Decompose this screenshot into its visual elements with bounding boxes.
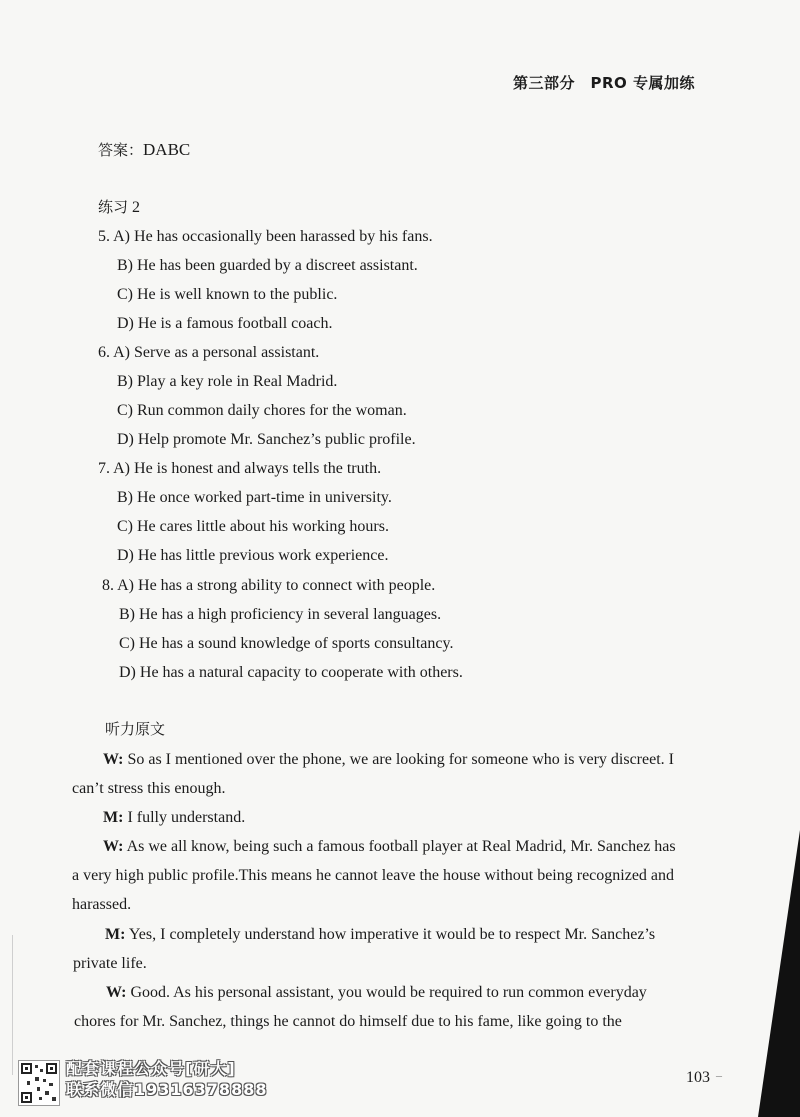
practice-heading — [98, 196, 140, 217]
question-7-option-a — [98, 459, 381, 479]
question-number: 7. — [98, 460, 110, 477]
question-7-option-b: B) He once worked part-time in university. — [117, 489, 392, 506]
transcript-text: Good. As his personal assistant, you would be required to run common everyday — [130, 984, 647, 1001]
question-6-option-b: B) Play a key role in Real Madrid. — [117, 373, 338, 390]
qr-code-icon — [18, 1060, 60, 1106]
option-text: A) He is honest and always tells the truth. — [113, 460, 382, 477]
transcript-text: Yes, I completely understand how imperative it would be to respect Mr. Sanchez’s — [128, 926, 656, 943]
option-text: A) He has occasionally been harassed by his fans. — [113, 228, 433, 245]
question-5-option-b: B) He has been guarded by a discreet assistant. — [117, 257, 418, 274]
option-text: A) Serve as a personal assistant. — [113, 344, 320, 361]
transcript-line: a very high public profile.This means he cannot leave the house without being recognized and — [72, 867, 675, 884]
speaker-label: M: — [103, 809, 124, 826]
watermark-line: 配套课程公众号[研大] — [66, 1059, 236, 1078]
question-6-option-d: D) Help promote Mr. Sanchez’s public profile. — [117, 431, 416, 448]
page-number-dash: – — [716, 1068, 722, 1082]
answer-value: DABC — [143, 140, 191, 159]
transcript-line — [105, 925, 655, 945]
speaker-label: W: — [103, 838, 124, 855]
transcript-line — [106, 983, 647, 1003]
question-number: 5. — [98, 228, 110, 245]
question-8-option-d: D) He has a natural capacity to cooperate with others. — [119, 664, 463, 681]
transcript-text: I fully understand. — [127, 809, 246, 826]
watermark — [66, 1058, 267, 1100]
section-header: 第三部分 PRO 专属加练 — [513, 74, 696, 92]
question-5-option-a — [98, 227, 433, 247]
watermark-line: 联系微信19316378888 — [66, 1080, 268, 1099]
speaker-label: W: — [103, 751, 124, 768]
question-5-option-c: C) He is well known to the public. — [117, 286, 338, 303]
question-6-option-a — [98, 343, 319, 363]
question-7-option-d: D) He has little previous work experience. — [117, 547, 389, 564]
transcript-heading: 听力原文 — [105, 720, 166, 738]
option-text: A) He has a strong ability to connect with people. — [117, 577, 436, 594]
transcript-text: So as I mentioned over the phone, we are looking for someone who is very discreet. I — [127, 751, 674, 768]
transcript-line: private life. — [73, 955, 147, 972]
scan-edge-line — [12, 935, 13, 1075]
answer-label: 答案： — [98, 141, 144, 159]
transcript-line — [103, 808, 245, 828]
transcript-text: As we all know, being such a famous football player at Real Madrid, Mr. Sanchez has — [126, 838, 676, 855]
question-number: 8. — [102, 577, 114, 594]
question-7-option-c: C) He cares little about his working hours. — [117, 518, 389, 535]
answer-line — [98, 139, 190, 160]
speaker-label: W: — [106, 984, 127, 1001]
question-8-option-c: C) He has a sound knowledge of sports consultancy. — [119, 635, 454, 652]
transcript-line — [103, 837, 676, 857]
transcript-line: harassed. — [72, 896, 132, 913]
question-8-option-b: B) He has a high proficiency in several languages. — [119, 606, 442, 623]
speaker-label: M: — [105, 926, 126, 943]
transcript-line — [103, 750, 674, 770]
practice-number: 2 — [132, 199, 141, 216]
page-edge-shadow — [754, 830, 800, 1117]
question-8-option-a — [102, 576, 435, 596]
question-6-option-c: C) Run common daily chores for the woman. — [117, 402, 407, 419]
page-number: 103 — [686, 1069, 710, 1086]
question-5-option-d: D) He is a famous football coach. — [117, 315, 333, 332]
transcript-line: chores for Mr. Sanchez, things he cannot do himself due to his fame, like going to the — [74, 1013, 622, 1030]
transcript-line: can’t stress this enough. — [72, 780, 226, 797]
practice-label: 练习 — [98, 198, 129, 216]
question-number: 6. — [98, 344, 110, 361]
